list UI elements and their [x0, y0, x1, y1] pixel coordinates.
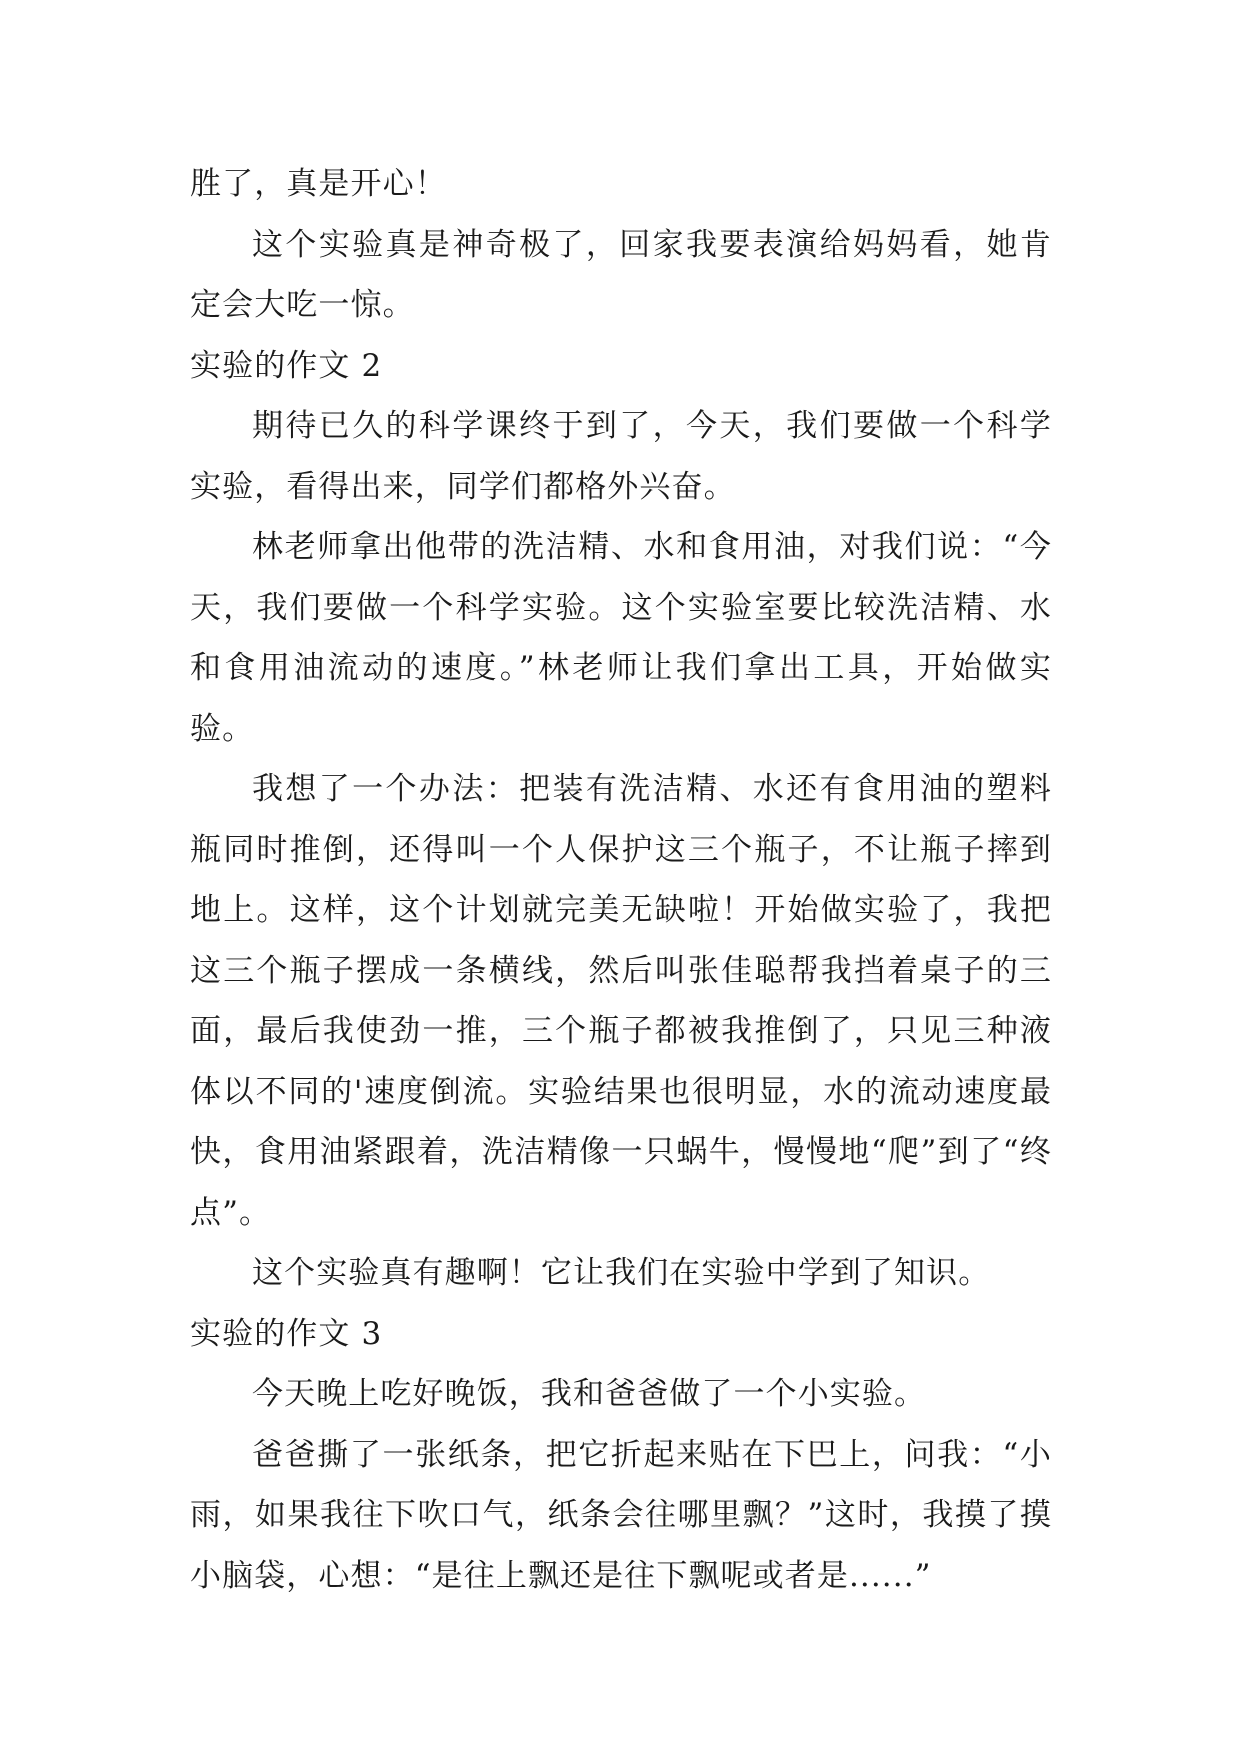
- paragraph: 这个实验真是神奇极了，回家我要表演给妈妈看，她肯定会大吃一惊。: [190, 226, 1052, 323]
- essay-heading-3: 实验的作文 3: [190, 1315, 383, 1352]
- paragraph-continuation: 胜了，真是开心！: [190, 166, 447, 202]
- paragraph: 林老师拿出他带的洗洁精、水和食用油，对我们说：“今天，我们要做一个科学实验。这个实验室要比较洗洁精、水和食用油流动的速度。”林老师让我们拿出工具，开始做实验。: [190, 529, 1052, 747]
- paragraph: 期待已久的科学课终于到了，今天，我们要做一个科学实验，看得出来，同学们都格外兴奋。: [190, 408, 1052, 505]
- paragraph: 爸爸撕了一张纸条，把它折起来贴在下巴上，问我：“小雨，如果我往下吹口气，纸条会往哪里飘？”这时，我摸了摸小脑袋，心想：“是往上飘还是往下飘呢或者是......”: [190, 1436, 1052, 1594]
- document-body: [190, 154, 1052, 1606]
- paragraph: 我想了一个办法：把装有洗洁精、水还有食用油的塑料瓶同时推倒，还得叫一个人保护这三个瓶子，不让瓶子摔到地上。这样，这个计划就完美无缺啦！开始做实验了，我把这三个瓶子摆成一条横线，然后叫张佳聪帮我挡着桌子的三面，最后我使劲一推，三个瓶子都被我推倒了，只见三种液体以不同的'速度倒流。实验结果也很明显，水的流动速度最快，食用油紧跟着，洗洁精像一只蜗牛，慢慢地“爬”到了“终点”。: [190, 771, 1052, 1231]
- essay-heading-2: 实验的作文 2: [190, 347, 383, 384]
- paragraph: 今天晚上吃好晚饭，我和爸爸做了一个小实验。: [252, 1376, 927, 1412]
- paragraph: 这个实验真有趣啊！它让我们在实验中学到了知识。: [252, 1255, 991, 1291]
